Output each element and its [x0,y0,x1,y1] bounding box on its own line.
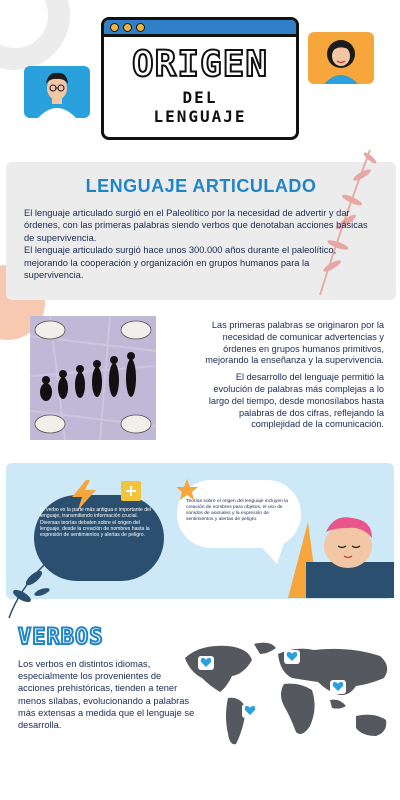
world-map-illustration [180,636,398,768]
language-origin-theories-text: Teorías sobre el origen del lenguaje incluyen la creación de nombres para objetos, el uso de sonidos de animales y la expresión de sentimientos y alertas de peligro. [186,499,288,523]
page-subtitle-line2: LENGUAJE [153,107,247,126]
avatar-man [24,66,90,118]
window-dot-icon [110,23,119,32]
articulated-language-paragraph-2: El lenguaje articulado surgió hace unos 300.000 años durante el paleolítico, mejorando la cooperación y organización en grupos humanos para la supervivencia. [24,245,337,281]
section-title-articulated-language: LENGUAJE ARTICULADO [85,176,317,196]
verbs-paragraph: Los verbos en distintos idiomas, especialmente los provenientes de acciones prehistóricas, tienden a tener menos sílabas, evolucionando a palabras más extensas a medida que el lenguaje se desarrolla. [18,659,195,731]
page-subtitle-line1: DEL [182,88,218,107]
lightning-icon [70,480,98,510]
title-window [101,17,299,140]
human-evolution-image [30,316,156,440]
articulated-language-paragraph-1: El lenguaje articulado surgió en el Paleolítico por la necesidad de advertir y dar órdenes, con las primeras palabras siendo verbos que denotaban acciones básicas de supervivencia. [24,208,368,243]
sleeping-person-illustration [288,512,394,598]
articulated-language-text [24,207,368,281]
first-words-paragraph-1: Las primeras palabras se originaron por la necesidad de comunicar advertencias y órdenes en grupos humanos primitivos, mejorando la enseñanza y la supervivencia. [205,320,384,366]
window-title-bar [104,20,296,37]
window-dot-icon [123,23,132,32]
section-title-verbs: VERBOS [18,625,104,650]
avatar-woman [308,32,374,84]
decorative-ring [0,0,70,70]
first-words-text [196,320,384,436]
plus-icon [121,481,141,501]
decorative-leaf-icon [4,560,54,620]
verb-theory-text: El verbo es la parte más antigua e importante del lenguaje, transmitiendo información crucial. Diversas teorías debaten sobre el origen del lenguaje, desde la creación de nombres hasta la expresión de sentimientos y alertas de peligro. [40,507,151,539]
first-words-paragraph-2: El desarrollo del lenguaje permitió la evolución de palabras más complejas a lo largo del tiempo, desde monosílabos hasta palabras de dos cifras, reflejando la complejidad de la comunicación. [208,372,384,430]
speech-bubble-tail [255,540,285,564]
window-dot-icon [136,23,145,32]
page-title: ORIGEN [131,44,269,85]
